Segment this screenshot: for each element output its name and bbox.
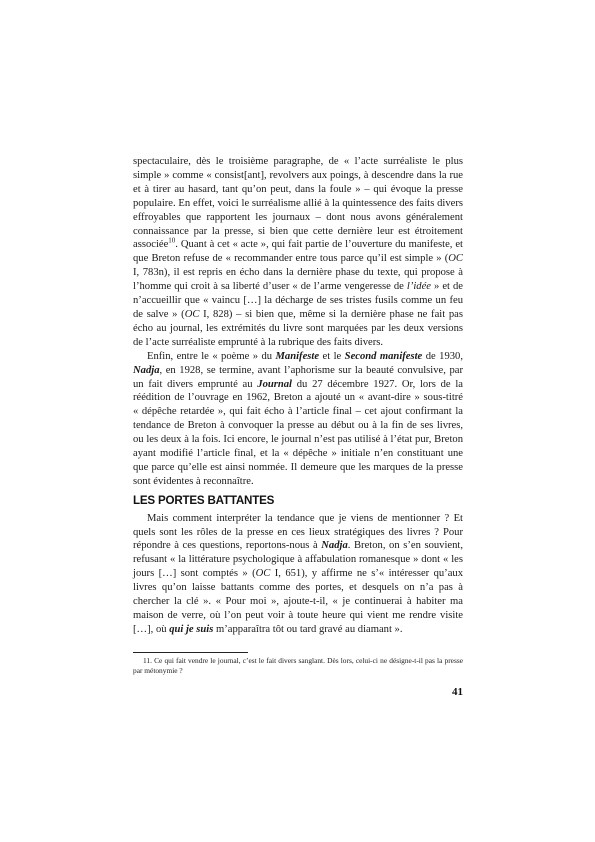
text-run: et le xyxy=(319,350,345,362)
text-run: . Breton, on s’en souvient, refusant « la littérature psychologique à affabulation romanesque » dont « les jours […] sont comptés » ( xyxy=(133,540,463,580)
text-run: I, 828) – si bien que, même si la dernière phase ne fait pas écho au journal, les extrémités du livre sont marquées par les deux versions de l’acte surréaliste emprunté à la rubrique des faits divers. xyxy=(133,308,463,348)
paragraph-1 xyxy=(133,155,463,350)
emphasis: qui je suis xyxy=(169,623,214,635)
book-title: Nadja xyxy=(133,364,160,376)
text-run: I, 783n), il est repris en écho dans la dernière phase du texte, qui propose à l’homme qui croit à sa liberté d’user « de l’arme vengeresse de xyxy=(133,267,463,293)
emphasis: l’idée xyxy=(406,281,431,293)
text-run: du 27 décembre 1927. Or, lors de la réédition de l’ouvrage en 1962, Breton a ajouté un « avant-dire » sous-titré « dépêche retardée », qui fait écho à l’article final – cet ajout confirmant la tendance de Breton à convoquer la presse au début ou à la fin de ses livres, ou les deux à la fois. Ici encore, le journal n’est pas utilisé à l’état pur, Breton ayant modifié l’article final, et la « dépêche » initiale n’en constituant une que parce qu’elle est ainsi nommée. Il demeure que les marques de la presse sont évidentes à reconnaître. xyxy=(133,378,463,487)
footnote-rule xyxy=(133,652,248,653)
text-run: m’apparaîtra tôt ou tard gravé au diamant ». xyxy=(213,623,403,635)
newspaper-title: Journal xyxy=(257,378,293,390)
text-run: » et de n’accueillir que « vaincu […] la décharge de ses tristes fusils comme un feu de salve » ( xyxy=(133,281,463,320)
paragraph-3 xyxy=(133,512,463,637)
book-title: Nadja xyxy=(321,540,348,552)
citation-ref: OC xyxy=(448,253,463,265)
footnote: 11. Ce qui fait vendre le journal, c’est le fait divers sanglant. Dès lors, celui-ci ne désigne-t-il pas la presse par métonymie ? xyxy=(133,656,463,675)
text-run: I, 651), y affirme ne s’« intéresser qu’aux livres qu’on laisse battants comme des portes, et desquels on n’a pas à chercher la clé ». « Pour moi », ajoute-t-il, « je continuerai à habiter ma maison de verre, où l’on peut voir à toute heure qui vient me rendre visite […], où xyxy=(133,568,463,635)
text-run: , en 1928, se termine, avant l’aphorisme sur la beauté convulsive, par un fait divers emprunté au xyxy=(133,364,463,390)
book-title: Second manifeste xyxy=(344,350,423,362)
paragraph-2 xyxy=(133,350,463,489)
text-run: Enfin, entre le « poème » du xyxy=(147,350,276,362)
book-title: Manifeste xyxy=(275,350,320,362)
section-title: LES PORTES BATTANTES xyxy=(133,493,275,507)
text-run: . Quant à cet « acte », qui fait partie de l’ouverture du manifeste, et que Breton refuse de « recommander entre tous parce qu’il est simple » ( xyxy=(133,239,463,265)
footnote-reference: 10 xyxy=(168,236,176,245)
citation-ref: OC xyxy=(255,568,271,580)
text-run: Mais comment interpréter la tendance que je viens de mentionner ? Et quels sont les rôles de la presse en ces lieux stratégiques des livres ? Pour répondre à ces questions, reportons-nous à xyxy=(133,512,463,552)
citation-ref: OC xyxy=(184,308,200,320)
text-run: spectaculaire, dès le troisième paragraphe, de « l’acte surréaliste le plus simple » comme « consist[ant], revolvers aux poings, à descendre dans la rue et à tirer au hasard, tant qu’on peut, dans la foule » – qui évoque la presse populaire. En effet, voici le surréalisme allié à la quintessence des faits divers effroyables que rapportent les journaux – dont nous avons généralement connaissance par la presse, si bien que cette dernière leur est étroitement associée xyxy=(133,156,463,251)
page-number: 41 xyxy=(452,686,463,698)
body-text xyxy=(133,155,463,637)
text-run: de 1930, xyxy=(422,350,463,362)
